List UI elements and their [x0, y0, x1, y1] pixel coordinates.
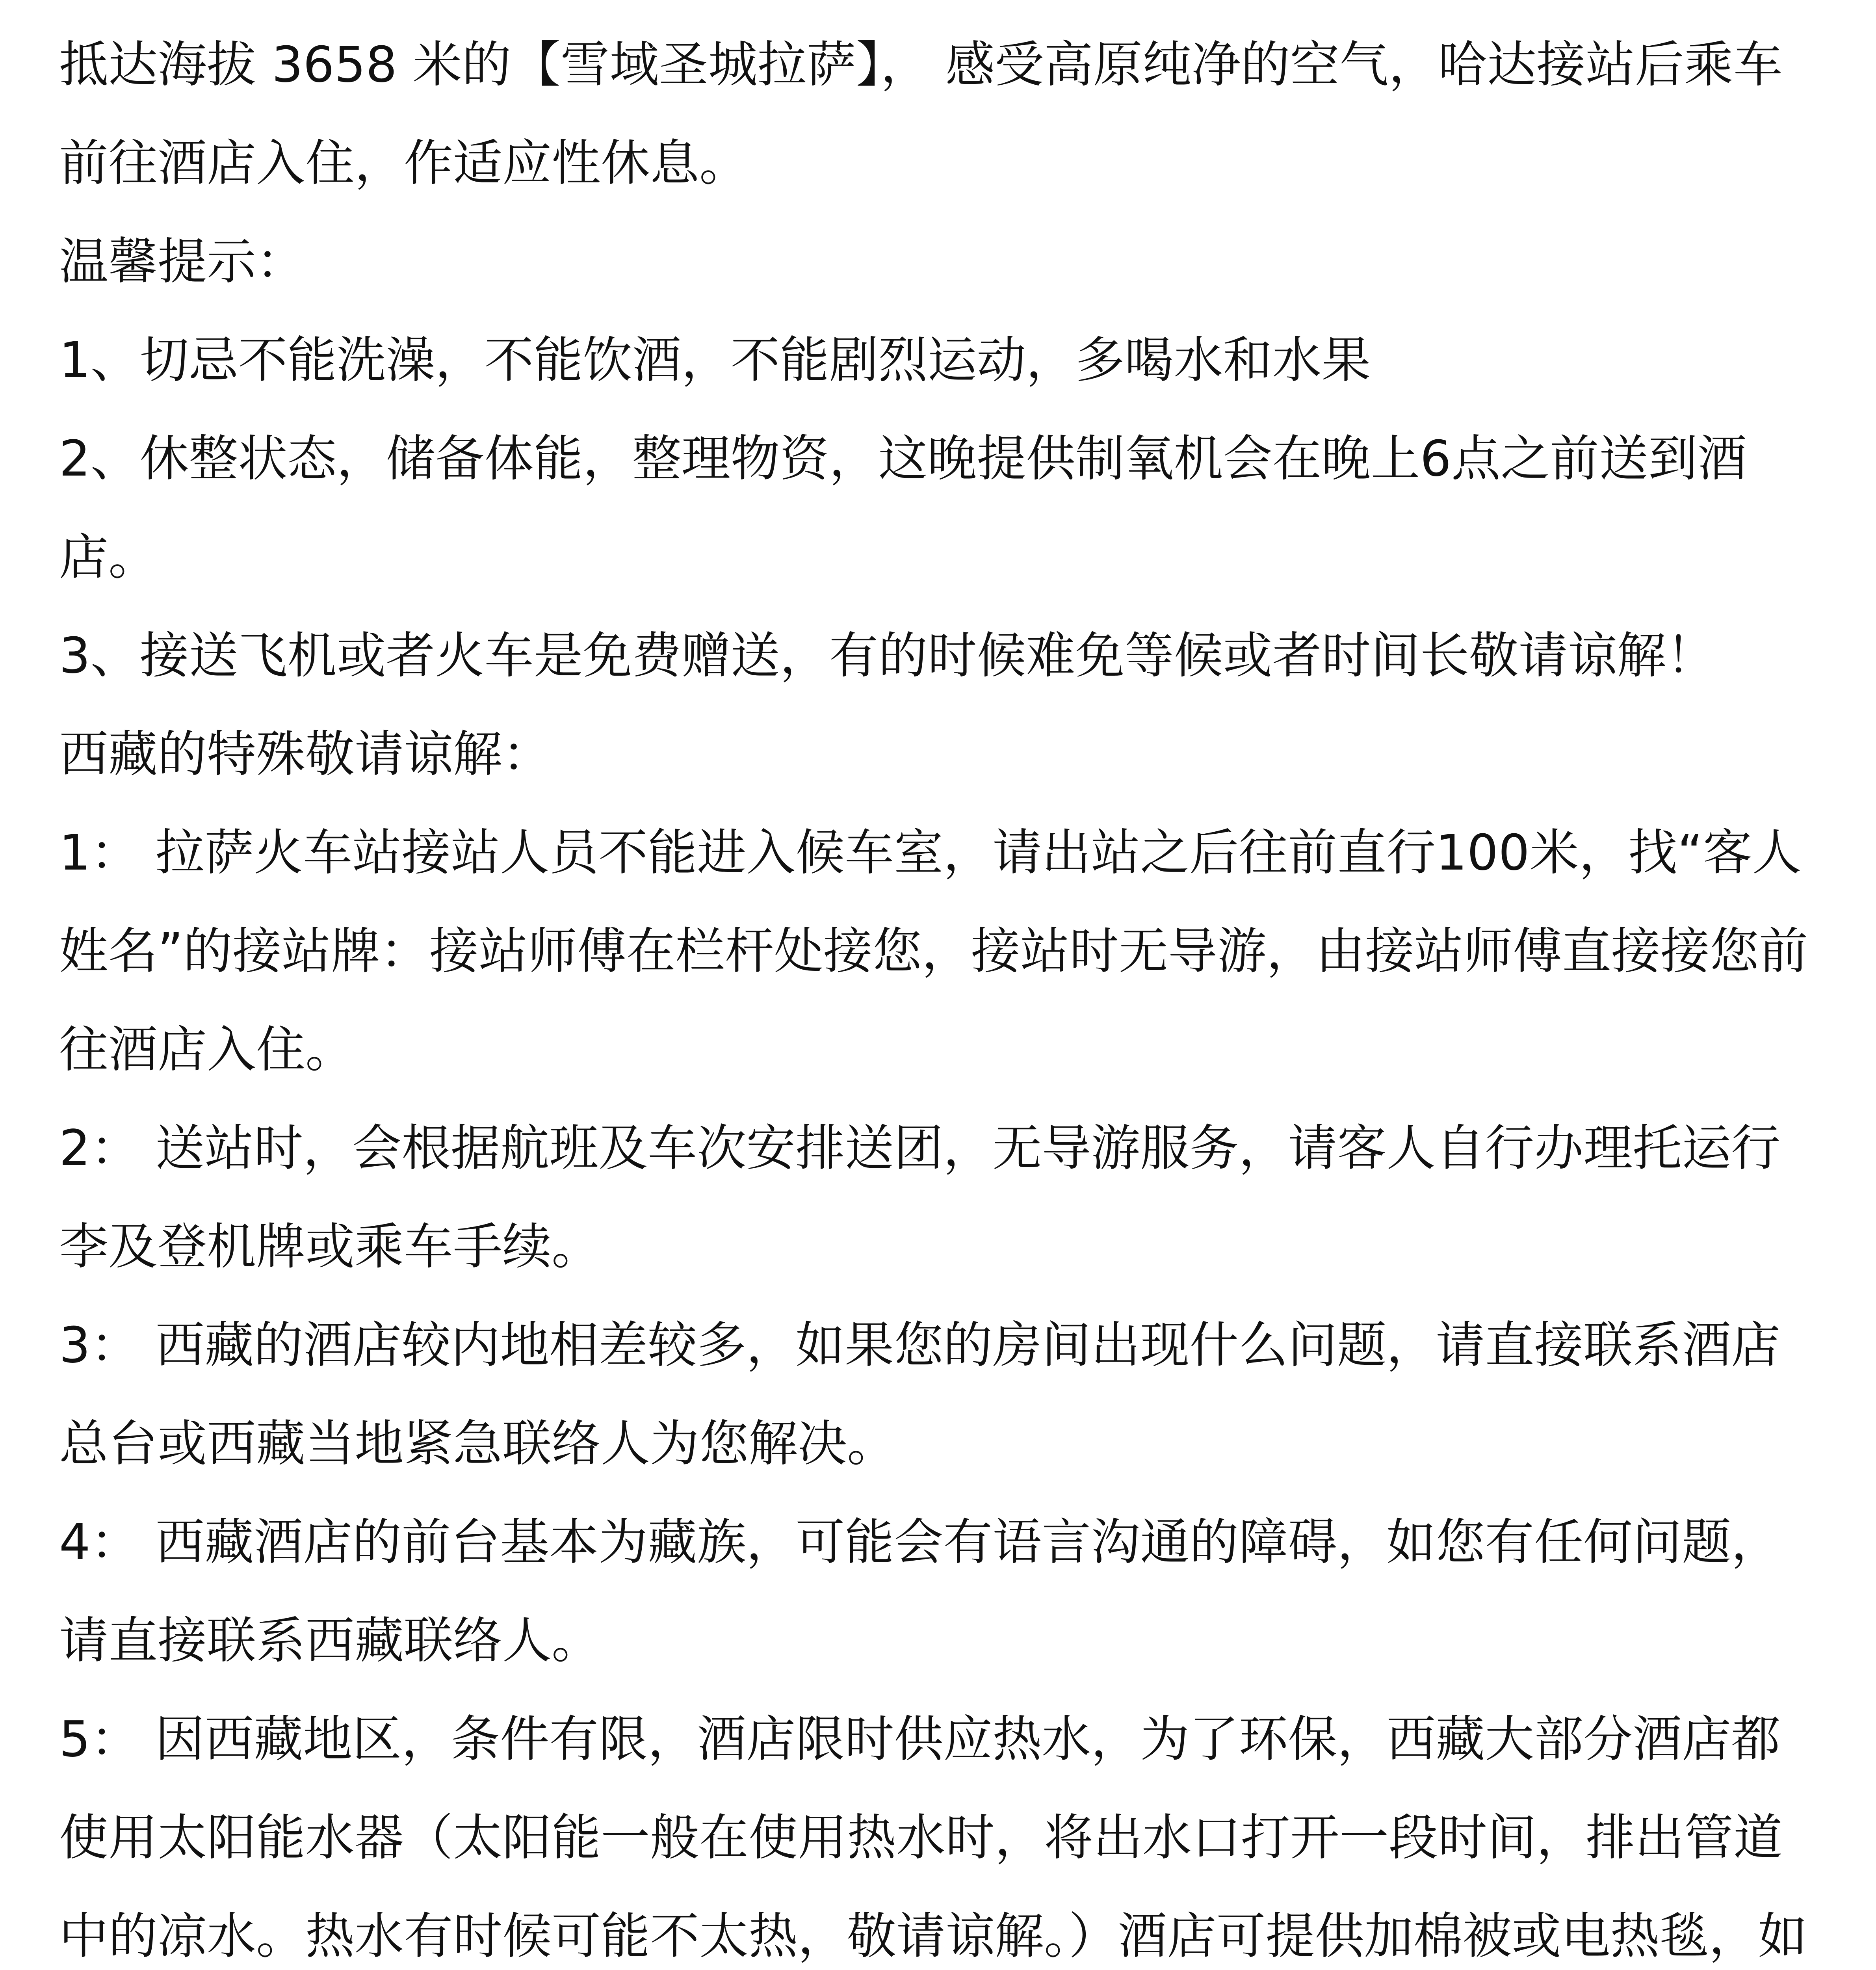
document-body: [59, 16, 1816, 1970]
note-item: 2： 送站时，会根据航班及车次安排送团，无导游服务，请客人自行办理托运行李及登机牌或乘车手续。: [59, 1120, 1781, 1275]
tips-title: 温馨提示：: [59, 233, 305, 290]
note-item: 4： 西藏酒店的前台基本为藏族，可能会有语言沟通的障碍，如您有任何问题，请直接联系西藏联络人。: [59, 1514, 1781, 1669]
intro-paragraph: 抵达海拔 3658 米的【雪域圣城拉萨】， 感受高原纯净的空气，哈达接站后乘车前往酒店入住，作适应性休息。: [59, 36, 1783, 192]
notes-title: 西藏的特殊敬请谅解：: [59, 726, 552, 783]
note-item: 5： 因西藏地区，条件有限，酒店限时供应热水，为了环保，西藏大部分酒店都使用太阳能水器（太阳能一般在使用热水时，将出水口打开一段时间，排出管道中的凉水。热水有时候可能不太热，敬请谅解。）酒店可提供加棉被或电热毯，如: [59, 1711, 1807, 1965]
tip-item: 3、接送飞机或者火车是免费赠送，有的时候难免等候或者时间长敬请谅解！: [59, 627, 1716, 684]
note-item: 3： 西藏的酒店较内地相差较多，如果您的房间出现什么问题，请直接联系酒店总台或西藏当地紧急联络人为您解决。: [59, 1317, 1781, 1472]
tip-item: 2、休整状态，储备体能，整理物资，这晚提供制氧机会在晚上6点之前送到酒店。: [59, 430, 1747, 586]
note-item: 1： 拉萨火车站接站人员不能进入候车室，请出站之后往前直行100米，找“客人姓名”的接站牌：接站师傅在栏杆处接您，接站时无导游，由接站师傅直接接您前往酒店入住。: [59, 824, 1808, 1078]
tip-item: 1、切忌不能洗澡，不能饮酒，不能剧烈运动，多喝水和水果: [59, 332, 1371, 389]
